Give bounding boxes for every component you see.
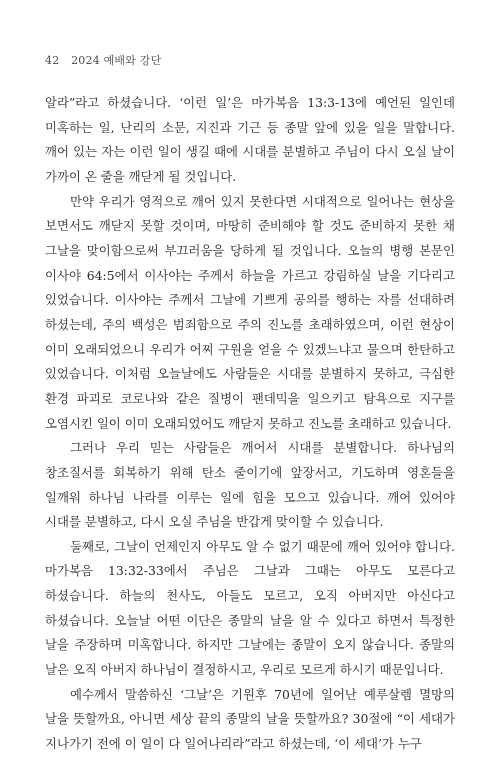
paragraph-continued: 알라”라고 하셨습니다. ‘이런 일’은 마가복음 13:3-13에 예언된 일인데 미혹하는 일, 난리의 소문, 지진과 기근 등 종말 앞에 있을 일을 말합니다. 깨어 있는 자는 이런 일이 생길 때에 시대를 분별하고 주님이 다시 오실 날이 가까이 온 줄을 깨닫게 될 것입니다. [45, 95, 455, 184]
paragraph: 그러나 우리 믿는 사람들은 깨어서 시대를 분별합니다. 하나님의 창조질서를 회복하기 위해 탄소 줄이기에 앞장서고, 기도하며 영혼들을 일깨워 하나님 나라를 이루는 일에 힘을 모으고 있습니다. 깨어 있어야 시대를 분별하고, 다시 오실 주님을 반갑게 맞이할 수 있습니다. [45, 440, 455, 530]
body-text [45, 91, 455, 757]
paragraph: 만약 우리가 영적으로 깨어 있지 못한다면 시대적으로 일어나는 현상을 보면서도 깨닫지 못할 것이며, 마땅히 준비해야 할 것도 준비하지 못한 채 그날을 맞이함으로써 부끄러움을 당하게 될 것입니다. 오늘의 병행 본문인 이사야 64:5에서 이사야는 주께서 하늘을 가르고 강림하실 날을 기다리고 있었습니다. 이사야는 주께서 그날에 기쁘게 공의를 행하는 자를 선대하려 하셨는데, 주의 백성은 범죄함으로 주의 진노를 초래하였으며, 이런 현상이 이미 오래되었으니 우리가 어찌 구원을 얻을 수 있겠느냐고 물으며 한탄하고 있었습니다. 이처럼 오늘날에도 사람들은 시대를 분별하지 못하고, 극심한 환경 파괴로 코로나와 같은 질병이 팬데믹을 일으키고 탐욕으로 지구를 오염시킨 일이 이미 오래되었어도 깨닫지 못하고 진노를 초래하고 있습니다. [45, 193, 455, 431]
running-head [45, 52, 161, 68]
page-number: 42 [45, 54, 60, 67]
paragraph: 예수께서 말씀하신 ‘그날’은 기원후 70년에 일어난 예루살렘 멸망의 날을 뜻할까요, 아니면 세상 끝의 종말의 날을 뜻할까요? 30절에 “이 세대가 지나가기 전에 이 일이 다 일어나리라”라고 하셨는데, ‘이 세대’가 누구 [45, 686, 455, 752]
paragraph: 둘째로, 그날이 언제인지 아무도 알 수 없기 때문에 깨어 있어야 합니다. 마가복음 13:32-33에서 주님은 그날과 그때는 아무도 모른다고 하셨습니다. 하늘의 천사도, 아들도 모르고, 오직 아버지만 아신다고 하셨습니다. 오늘날 어떤 이단은 종말의 날을 알 수 있다고 하면서 특정한 날을 주장하며 미혹합니다. 하지만 그날에는 종말이 오지 않습니다. 종말의 날은 오직 아버지 하나님이 결정하시고, 우리로 모르게 하시기 때문입니다. [45, 538, 455, 678]
book-title: 2024 예배와 강단 [71, 54, 162, 67]
